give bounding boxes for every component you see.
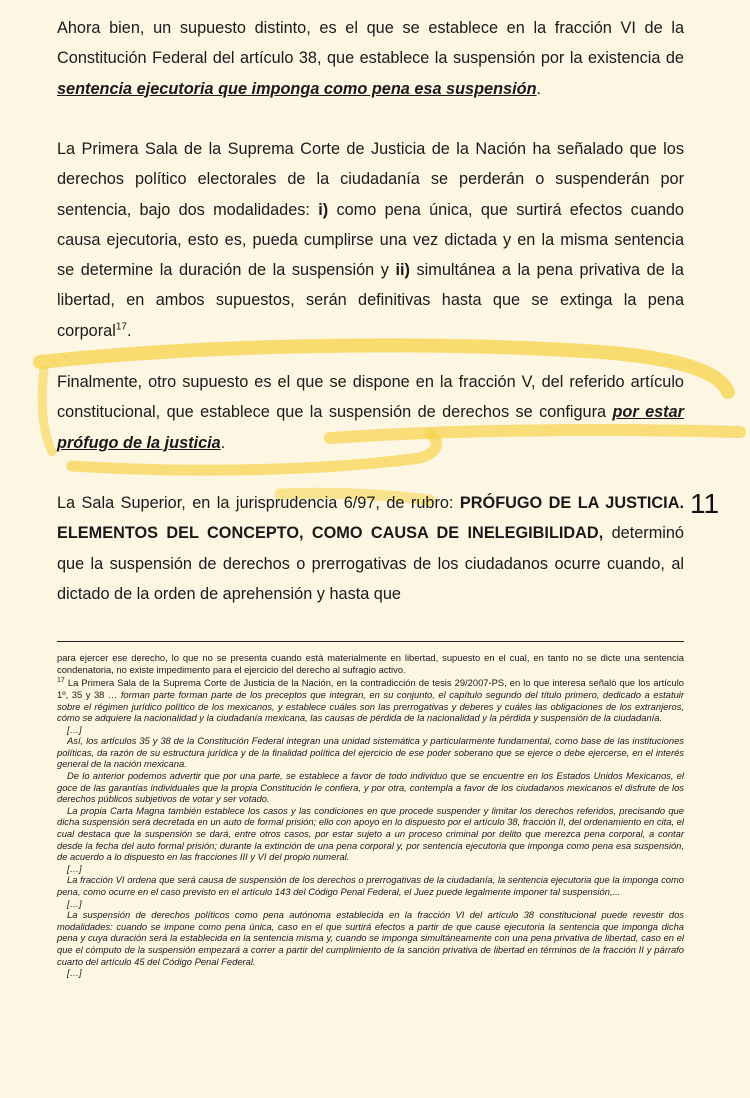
paragraph-end: . xyxy=(536,79,542,98)
ellipsis: […] xyxy=(67,723,82,735)
footnote-text: La Primera Sala de la Suprema Corte de Justicia de la Nación, en la contradicción de tesis 29/2007-PS, en lo que interesa señaló que los artículo 1º, 35 y 38 … xyxy=(57,677,684,700)
jurisprudence-title: PRÓFUGO DE LA JUSTICIA. ELEMENTOS DEL CONCEPTO, COMO CAUSA DE INELEGIBILIDAD, xyxy=(57,494,684,543)
paragraph-text: Ahora bien, un supuesto distinto, es el que se establece en la fracción VI de la Constitución Federal del artículo 38, que establece la suspensión por la existencia de xyxy=(57,19,684,68)
paragraph-fraction-vi xyxy=(57,13,684,104)
paragraph-text: Finalmente, otro supuesto es el que se dispone en la fracción V, del referido artículo constitucional, que establece que la suspensión de derechos se configura xyxy=(57,373,684,422)
paragraph-end: . xyxy=(126,321,132,340)
paragraph-text: determinó que la suspensión de derechos o prerrogativas de los ciudadanos ocurre cuando, al dictado de la orden de aprehensión y hasta que xyxy=(57,524,684,603)
ellipsis: […] xyxy=(67,897,82,909)
footnotes xyxy=(57,652,684,979)
paragraph-end: . xyxy=(220,433,226,452)
footnote-quote: La fracción VI ordena que será causa de suspensión de los derechos o prerrogativas de la ciudadanía, la sentencia ejecutoria que la imponga como pena, como ocurre en el caso previsto en el artículo 143 del Código Penal Federal, el Juez puede legalmente imponer tal suspensión,... xyxy=(57,874,684,897)
ellipsis: […] xyxy=(67,967,82,979)
footnote-continuation: para ejercer ese derecho, lo que no se presenta cuando está materialmente en libertad, supuesto en el cual, en tanto no se dicte una sentencia condenatoria, no existe impedimento para el ejercicio del derecho al sufragio activo. xyxy=(57,652,684,675)
paragraph-text: simultánea a la pena privativa de la libertad, en ambos supuestos, serán definitivas hasta que se extinga la pena corporal xyxy=(57,261,684,340)
footnote-number-17: 17 xyxy=(57,677,65,685)
paragraph-text: como pena única, que surtirá efectos cuando causa ejecutoria, esto es, pueda cumplirse una vez dictada y en la misma sentencia se determine la duración de la suspensión y xyxy=(57,200,684,280)
paragraph-text: La Sala Superior, en la jurisprudencia 6/97, de rubro: xyxy=(57,494,460,512)
modality-marker-ii: ii) xyxy=(395,261,410,280)
footnote-quote: forman parte forman parte de los preceptos que integran, en su conjunto, el capítulo segundo del título primero, dedicado a estatuir sobre el régimen jurídico político de los mexicanos, y establece cuáles son las prerrogativas y deberes y cuáles las obligaciones de los extranjeros, cómo se adquiere la nacionalidad y la ciudadanía mexicana, las causas de pérdida de la nacionalidad y la pérdida y suspensión de la ciudadanía. xyxy=(57,688,684,724)
emphasis-text: por estar prófugo de la justicia xyxy=(57,403,684,452)
paragraph-fraction-v xyxy=(57,367,684,458)
highlight-stroke-left xyxy=(42,370,52,452)
footnote-separator xyxy=(57,641,684,642)
footnote-quote: La suspensión de derechos políticos como pena autónoma establecida en la fracción VI del artículo 38 constitucional puede revestir dos modalidades: cuando se impone como pena única, caso en el que surtirá efectos a partir de que cause ejecutoria la sentencia que imponga dicha pena y cuya duración será la establecida en la sentencia misma y, cuando se imponga simultáneamente con una pena privativa de libertad, caso en el que el cómputo de la suspensión empezará a correr a partir del cumplimiento de la sanción privativa de libertad en términos de la fracción II y párrafo cuarto del artículo 45 del Código Penal Federal. xyxy=(57,909,684,967)
page-number: 11 xyxy=(690,488,720,519)
ellipsis: […] xyxy=(67,862,82,874)
footnote-quote: La propia Carta Magna también establece los casos y las condiciones en que procede suspender y limitar los derechos referidos, precisando que dicha suspensión será decretada en un auto de formal prisión; ello con apoyo en lo dispuesto por el artículo 38, fracción II, del ordenamiento en cita, el cual destaca que la suspensión se dará, entre otros casos, por estar sujeto a un proceso criminal por delito que merezca pena corporal, a contar desde la fecha del auto formal prisión; durante la extinción de una pena corporal y, por sentencia ejecutoria que imponga como pena esa suspensión, de acuerdo a lo dispuesto en las fracciones III y VI del propio numeral. xyxy=(57,804,684,863)
paragraph-text: La Primera Sala de la Suprema Corte de Justicia de la Nación ha señalado que los derechos político electorales de la ciudadanía se perderán o suspenderán por sentencia, bajo dos modalidades: xyxy=(57,140,684,219)
footnote-ref-17[interactable]: 17 xyxy=(115,321,127,333)
modality-marker-i: i) xyxy=(318,200,329,219)
footnote-quote: De lo anterior podemos advertir que por una parte, se establece a favor de todo individuo que se encuentre en los Estados Unidos Mexicanos, el goce de las garantías individuales que la propia Constitución le confiera, y por otra, contempla a favor de los ciudadanos mexicanos el disfrute de los derechos públicos subjetivos de votar y ser votado. xyxy=(57,770,684,805)
emphasis-text: sentencia ejecutoria que imponga como pena esa suspensión xyxy=(57,79,537,98)
paragraph-sala-superior xyxy=(57,488,684,609)
footnote-quote: Así, los artículos 35 y 38 de la Constitución Federal integran una unidad sistemática y particularmente fundamental, como base de las instituciones políticas, da razón de su estructura jurídica y de la finalidad política del ejercicio de ese poder soberano que se ejerce o debe ejercerse, en el interés general de la nación mexicana. xyxy=(57,735,684,770)
paragraph-primera-sala xyxy=(57,134,684,346)
